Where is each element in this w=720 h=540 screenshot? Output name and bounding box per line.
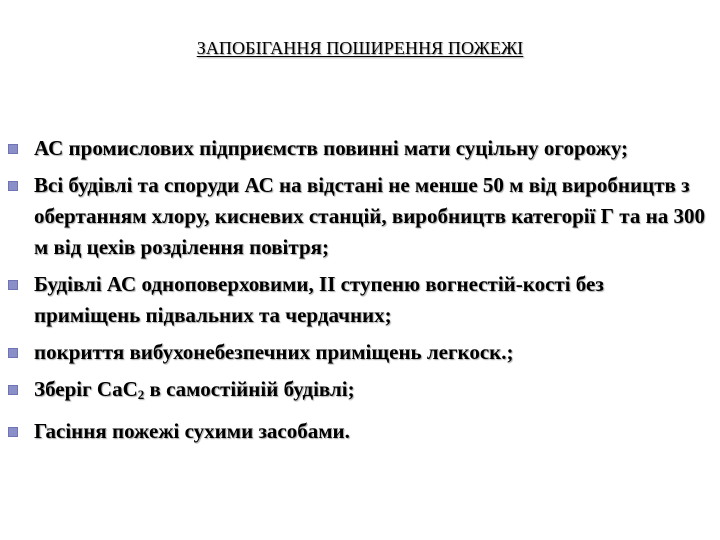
list-item — [0, 337, 720, 368]
bullet-text-before: Зберіг СаС — [34, 377, 138, 401]
square-bullet-icon — [8, 385, 18, 395]
bullet-text-after: в самостійній будівлі; — [144, 377, 355, 401]
square-bullet-icon — [8, 144, 18, 154]
bullet-text: Всі будівлі та споруди АС на відстані не менше 50 м від виробництв з обертанням хлору, кисневих станцій, виробництв категорії Г та на 300 м від цехів розділення повітря; — [34, 173, 705, 259]
list-item — [0, 170, 720, 263]
bullet-text: покриття вибухонебезпечних приміщень легкоск.; — [34, 340, 514, 364]
list-item — [0, 269, 720, 331]
slide-title: ЗАПОБІГАННЯ ПОШИРЕННЯ ПОЖЕЖІ — [196, 38, 524, 58]
bullet-text: Гасіння пожежі сухими засобами. — [34, 419, 350, 443]
bullet-list — [0, 133, 720, 453]
bullet-text: Будівлі АС одноповерховими, ІІ ступеню вогнестій-кості без приміщень підвальних та чердачних; — [34, 272, 604, 327]
list-item — [0, 416, 720, 447]
subscript: 2 — [137, 387, 145, 402]
square-bullet-icon — [8, 280, 18, 290]
square-bullet-icon — [8, 427, 18, 437]
square-bullet-icon — [8, 181, 18, 191]
list-item — [0, 374, 720, 410]
square-bullet-icon — [8, 348, 18, 358]
list-item — [0, 133, 720, 164]
bullet-text: АС промислових підприємств повинні мати суцільну огорожу; — [34, 136, 629, 160]
